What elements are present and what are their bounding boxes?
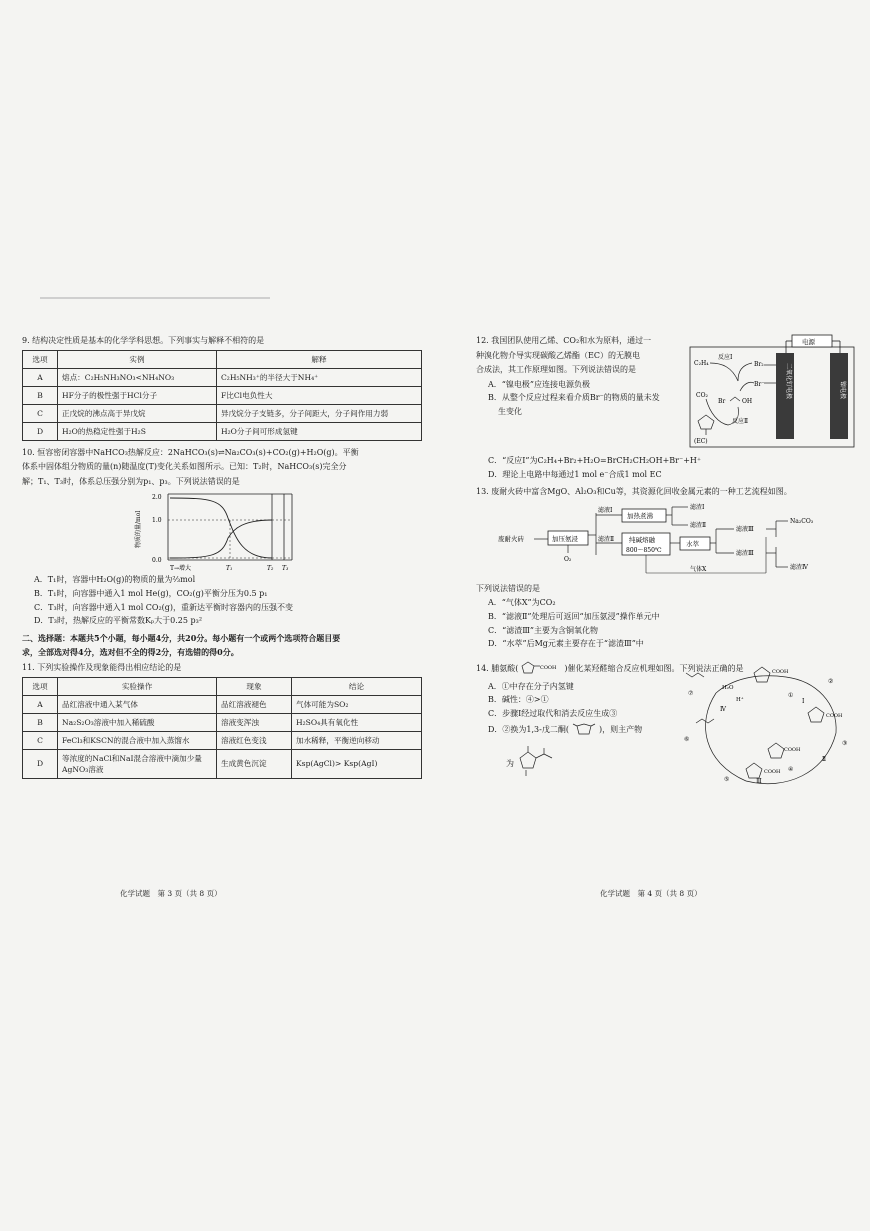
flow-residue3: 滤渣Ⅲ (736, 549, 754, 557)
q12-stem-1: 12. 我国团队使用乙烯、CO₂和水为原料，通过一 (476, 336, 652, 345)
section-2-line-2: 求，全部选对得4分，选对但不全的得2分，有选错的得0分。 (22, 647, 239, 658)
label-3: ③ (842, 739, 848, 747)
flow-o2: O₂ (564, 555, 572, 563)
cell: 等浓度的NaCl和NaI混合溶液中滴加少量AgNO₃溶液 (58, 749, 217, 778)
proline-cooh: COOH (540, 664, 557, 671)
table-row (23, 749, 422, 778)
q14-stem-b: )催化某羟醛缩合反应机理如图。下列说法正确的是 (564, 663, 744, 673)
brm-label: Br⁻ (754, 381, 765, 388)
x-label: T→增大 (170, 565, 192, 573)
cell: 溶液红色变浅 (217, 731, 292, 749)
label-step-1: Ⅰ (802, 697, 805, 705)
reaction1-label: 反应Ⅰ (718, 354, 733, 361)
q10-stem-2: 体系中固体组分物质的量(n)随温度(T)变化关系如图所示。已知：T₂时，NaHCO₃(s)完全分 (22, 462, 347, 472)
q12-option-d: D．理论上电路中每通过1 mol e⁻合成1 mol EC (488, 469, 662, 479)
flow-na2co3: Na₂CO₃ (790, 517, 814, 525)
flow-temp: 800～850℃ (626, 546, 662, 554)
q13-option-b: B．“滤液Ⅱ”处理后可返回“加压氨浸”操作单元中 (488, 611, 660, 621)
chart-ylabel: 物质的量/mol (135, 511, 142, 549)
cell: Ksp(AgCl)> Ksp(AgI) (292, 749, 422, 778)
q12-diagram (688, 333, 856, 451)
q10-stem-1: 10. 恒容密闭容器中NaHCO₃热解反应：2NaHCO₃(s)⇌Na₂CO₃(s)+CO₂(g)+H₂O(g)。平衡 (22, 447, 359, 457)
q11-stem: 11. 下列实验操作及现象能得出相应结论的是 (22, 662, 182, 672)
cell: FeCl₃和KSCN的混合液中加入蒸馏水 (58, 731, 217, 749)
pentanedione-structure (569, 722, 599, 738)
electrode-left-label: 二氧化钌电极 (785, 363, 792, 400)
q10-option-c: C．T₃时，向容器中通入1 mol CO₂(g)，重新达平衡时容器内的压强不变 (34, 602, 294, 612)
br2-label: Br₂ (754, 361, 764, 368)
flow-residue-branch: 滤渣Ⅱ (598, 535, 615, 543)
label-4: ④ (788, 765, 794, 773)
q13-option-d: D．“水萃”后Mg元素主要存在于“滤渣Ⅲ”中 (488, 639, 644, 649)
flow-heat: 加热煮沸 (627, 511, 653, 520)
scan-artifact-line (40, 297, 270, 299)
label-hplus: H⁺ (736, 696, 744, 703)
page-4 (476, 335, 856, 801)
q14-mechanism-cycle (676, 653, 856, 803)
broh-oh: OH (742, 398, 753, 405)
q14-product (506, 744, 676, 784)
cell: B (23, 386, 58, 404)
q9-header-example: 实例 (58, 350, 217, 368)
q11-header-phenomenon: 现象 (217, 677, 292, 695)
xtick-t1: T₁ (226, 565, 233, 573)
cell: B (23, 713, 58, 731)
q12-option-b-cont: 生变化 (498, 406, 522, 416)
cell: HF分子的极性强于HCl分子 (58, 386, 217, 404)
flow-gas: 气体X (690, 565, 707, 573)
product-structure (514, 744, 564, 784)
flow-residue2: 滤渣Ⅱ (690, 521, 707, 529)
q12-option-a: A．“镍电极”应连接电源负极 (488, 379, 590, 389)
q13-flowchart (476, 501, 856, 583)
q10-option-d: D．T₃时，热解反应的平衡常数Kₚ大于0.25 p₃² (34, 616, 203, 626)
q9-header-explain: 解释 (217, 350, 422, 368)
label-h2o: H₂O (722, 684, 734, 691)
q10-option-a: A．T₁时，容器中H₂O(g)的物质的量为⅔mol (34, 575, 196, 585)
q14-product-label: 为 (506, 758, 514, 768)
cooh-3: COOH (784, 746, 801, 753)
cell: 气体可能为SO₂ (292, 695, 422, 713)
footer-page-4: 化学试题 第 4 页（共 8 页） (600, 889, 702, 898)
table-row (23, 713, 422, 731)
cell: 生成黄色沉淀 (217, 749, 292, 778)
cell: C₂H₅NH₃⁺的半径大于NH₄⁺ (217, 368, 422, 386)
q12-stem-2: 种溴化物介导实现碳酸乙烯酯（EC）的无膜电 (476, 350, 640, 360)
q12-option-b: B．从整个反应过程来看介质Br⁻的物质的量未发 (488, 393, 660, 403)
cell: Na₂S₂O₃溶液中加入稀硫酸 (58, 713, 217, 731)
q14-option-a: A．①中存在分子内氢键 (488, 681, 574, 691)
q10-chart (132, 490, 392, 572)
cell: 加水稀释，平衡逆向移动 (292, 731, 422, 749)
table-row (23, 404, 422, 422)
cooh-1: COOH (772, 668, 789, 675)
ytick: 2.0 (152, 494, 162, 502)
label-5: ⑤ (724, 775, 730, 783)
flow-filtrate1: 滤液Ⅰ (598, 506, 613, 514)
cell: 正戊烷的沸点高于异戊烷 (58, 404, 217, 422)
cell: H₂O的热稳定性强于H₂S (58, 422, 217, 440)
cell: 溶液变浑浊 (217, 713, 292, 731)
flow-filtrate3: 滤液Ⅲ (736, 525, 754, 533)
flow-water: 水萃 (686, 539, 699, 548)
q11-header-option: 选项 (23, 677, 58, 695)
q12-option-c: C．“反应Ⅰ”为C₂H₄+Br₂+H₂O=BrCH₂CH₂OH+Br⁻+H⁺ (488, 456, 702, 465)
label-step-4: Ⅳ (720, 705, 726, 713)
cell: 品红溶液褪色 (217, 695, 292, 713)
q14-option-c: C．步骤Ⅰ经过取代和消去反应生成③ (488, 708, 618, 718)
q13-lead: 下列说法错误的是 (476, 583, 540, 593)
q9-table (22, 350, 422, 441)
table-row (23, 422, 422, 440)
flow-residue1: 滤渣Ⅰ (690, 503, 705, 511)
cell: D (23, 749, 58, 778)
cell: D (23, 422, 58, 440)
ytick: 1.0 (152, 517, 162, 525)
cell: 异戊烷分子支链多，分子间距大，分子间作用力弱 (217, 404, 422, 422)
q14-option-d-tail: )，则主产物 (598, 724, 643, 734)
label-6: ⑥ (684, 735, 690, 743)
power-label: 电源 (802, 338, 815, 346)
cell: H₂SO₄具有氧化性 (292, 713, 422, 731)
label-step-2: Ⅱ (822, 755, 827, 763)
page-3 (22, 335, 422, 785)
table-row (23, 386, 422, 404)
q13-option-c: C．“滤渣Ⅲ”主要为含铜氧化物 (488, 625, 599, 635)
q9-stem: 9. 结构决定性质是基本的化学学科思想。下列事实与解释不相符的是 (22, 336, 265, 345)
flow-start: 废耐火砖 (498, 534, 524, 543)
label-2: ② (828, 677, 834, 685)
proline-structure (518, 660, 564, 678)
ec-label: (EC) (694, 438, 708, 445)
q14-option-d (488, 722, 676, 738)
cooh-4: COOH (764, 768, 781, 775)
electrode-right-label: 镍电极 (839, 381, 846, 400)
ytick: 0.0 (152, 557, 162, 565)
cooh-2: COOH (826, 712, 843, 719)
table-row (23, 368, 422, 386)
cell: F比Cl电负性大 (217, 386, 422, 404)
q14-option-b: B．碱性：④>① (488, 695, 549, 705)
label-1: ① (788, 691, 794, 699)
co2-label: CO₂ (696, 392, 708, 399)
xtick-t3: T₃ (282, 565, 289, 573)
q11-header-conclusion: 结论 (292, 677, 422, 695)
flow-residue4: 滤渣Ⅳ (790, 563, 808, 571)
flow-alkali: 纯碱熔融 (629, 535, 655, 544)
cell: 熔点：C₂H₅NH₃NO₃<NH₄NO₃ (58, 368, 217, 386)
cell: C (23, 731, 58, 749)
table-row (23, 695, 422, 713)
q11-header-operation: 实验操作 (58, 677, 217, 695)
q13-option-a: A．“气体X”为CO₂ (488, 598, 556, 608)
flow-step1: 加压氨浸 (552, 534, 578, 543)
section-2-line-1: 二、选择题：本题共5个小题，每小题4分，共20分。每小题有一个或两个选项符合题目要 (22, 632, 341, 643)
label-step-3: Ⅲ (756, 777, 762, 785)
broh-br: Br (718, 398, 726, 405)
q10-stem-3: 解；T₁、T₃时，体系总压强分别为p₁、p₃。下列说法错误的是 (22, 476, 240, 486)
table-row (23, 731, 422, 749)
q12-block (476, 335, 856, 453)
q10-option-b: B．T₁时，向容器中通入1 mol He(g)，CO₂(g)平衡分压为0.5 p₁ (34, 588, 268, 598)
label-7: ⑦ (688, 689, 694, 697)
cell: C (23, 404, 58, 422)
cell: A (23, 368, 58, 386)
cell: H₂O分子间可形成氢键 (217, 422, 422, 440)
reaction2-label: 反应Ⅱ (732, 418, 749, 425)
cell: 品红溶液中通入某气体 (58, 695, 217, 713)
xtick-t2: T₂ (267, 565, 274, 573)
q9-header-option: 选项 (23, 350, 58, 368)
c2h4-label: C₂H₄ (694, 360, 709, 367)
footer-page-3: 化学试题 第 3 页（共 8 页） (120, 889, 222, 898)
q11-table (22, 677, 422, 779)
cell: A (23, 695, 58, 713)
q14-option-d-text: D．②换为1,3-戊二酮( (488, 724, 569, 734)
q13-stem: 13. 废耐火砖中富含MgO、Al₂O₃和Cu等，其资源化回收金属元素的一种工艺流程如图。 (476, 487, 792, 497)
q12-stem-3: 合成法，其工作原理如图。下列说法错误的是 (476, 365, 636, 375)
q14-stem-a: 14. 脯氨酸( (476, 663, 519, 673)
